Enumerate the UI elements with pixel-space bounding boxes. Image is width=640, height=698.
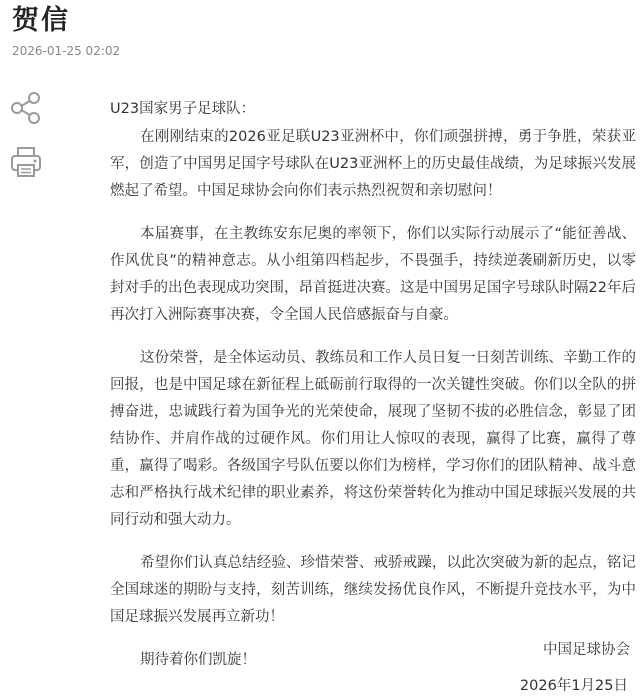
share-icon: [8, 90, 44, 126]
paragraph-2: 本届赛事，在主教练安东尼奥的率领下，你们以实际行动展示了“能征善战、作风优良”的精神意志。从小组第四档起步，不畏强手，持续逆袭刷新历史，以零封对手的出色表现成功突围，昂首挺进决赛。这是中国男足国字号球队时隔22年后再次打入洲际赛事决赛，令全国人民倍感振奋与自豪。: [110, 226, 636, 323]
paragraph-3: 这份荣誉，是全体运动员、教练员和工作人员日复一日刻苦训练、辛勤工作的回报，也是中国足球在新征程上砥砺前行取得的一次关键性突破。你们以全队的拼搏奋进，忠诚践行着为国争光的光荣使命，展现了坚韧不拔的必胜信念，彰显了团结协作、并肩作战的过硬作风。你们用让人惊叹的表现，赢得了比赛，赢得了尊重，赢得了喝彩。各级国字号队伍要以你们为榜样，学习你们的团队精神、战斗意志和严格执行战术纪律的职业素养，将这份荣誉转化为推动中国足球振兴发展的共同行动和强大动力。: [110, 350, 636, 528]
share-button[interactable]: [8, 90, 44, 126]
signature: 中国足球协会: [543, 642, 630, 658]
side-toolbar: [8, 90, 46, 198]
page-title: 贺信: [12, 5, 70, 36]
paragraph-1: 在刚刚结束的2026亚足联U23亚洲杯中，你们顽强拼搏，勇于争胜，荣获亚军，创造了中国男足国字号球队在U23亚洲杯上的历史最佳战绩，为足球振兴发展燃起了希望。中国足球协会向你们表示热烈祝贺和亲切慰问！: [110, 129, 636, 199]
sign-date: 2026年1月25日: [519, 678, 628, 694]
salutation: U23国家男子足球队：: [110, 101, 256, 117]
print-button[interactable]: [8, 144, 44, 180]
article-body: [110, 96, 636, 674]
paragraph-4: 希望你们认真总结经验、珍惜荣誉、戒骄戒躁，以此次突破为新的起点，铭记全国球迷的期盼与支持，刻苦训练，继续发扬优良作风，不断提升竞技水平，为中国足球振兴发展再立新功！: [110, 555, 636, 625]
print-icon: [8, 144, 44, 180]
publish-date: 2026-01-25 02:02: [12, 44, 121, 58]
closing-line: 期待着你们凯旋！: [140, 652, 256, 668]
